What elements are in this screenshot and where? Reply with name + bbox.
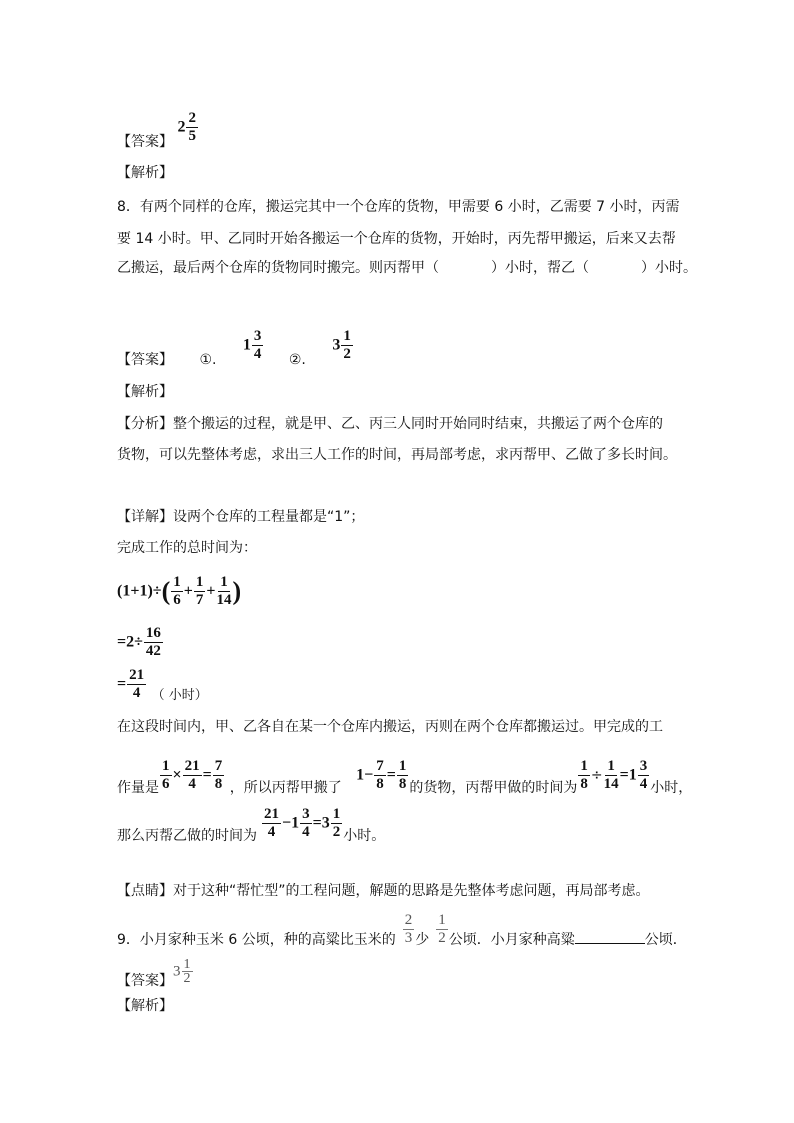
denominator: 8 xyxy=(398,776,407,792)
math: =1 xyxy=(619,766,637,784)
q7-answer xyxy=(117,110,199,150)
para-1: 在这段时间内，甲、乙各自在某一个仓库内搬运，丙则在两个仓库都搬运过。甲完成的工 xyxy=(117,719,663,735)
fraction xyxy=(300,806,312,841)
denominator: 3 xyxy=(404,930,413,946)
text: 的货物，丙帮甲做的时间为 xyxy=(409,779,578,796)
fraction xyxy=(403,912,415,947)
mixed-whole: 3 xyxy=(332,336,341,354)
fraction xyxy=(182,958,193,985)
q8-line-1: 8．有两个同样的仓库，搬运完其中一个仓库的货物，甲需要 6 小时，乙需要 7 小时，丙需 xyxy=(117,199,680,215)
paren: ) xyxy=(232,576,242,606)
numerator: 3 xyxy=(639,758,648,774)
text: 那么丙帮乙做的时间为 xyxy=(117,827,257,844)
fraction xyxy=(160,758,172,793)
numerator: 16 xyxy=(145,625,161,641)
numerator: 1 xyxy=(220,574,228,590)
answer-marker-1: ①. xyxy=(199,351,217,368)
numerator: 1 xyxy=(607,758,615,774)
answer-label: 【答案】 xyxy=(117,351,173,368)
numerator: 21 xyxy=(129,667,145,683)
text: 公顷．小月家种高粱 xyxy=(448,931,575,948)
q7-analysis-label: 【解析】 xyxy=(117,165,173,181)
math: = xyxy=(202,766,212,784)
numerator: 1 xyxy=(162,758,170,774)
numerator: 1 xyxy=(173,574,181,590)
numerator: 1 xyxy=(183,957,191,972)
fraction xyxy=(262,806,281,841)
equation-1 xyxy=(117,574,241,609)
fraction xyxy=(144,625,163,660)
denominator: 2 xyxy=(183,971,191,986)
denominator: 8 xyxy=(376,776,384,792)
math: =3 xyxy=(312,814,330,832)
q9-question xyxy=(117,912,687,947)
numerator: 1 xyxy=(580,758,588,774)
text: ）小时，帮乙（ xyxy=(491,260,589,276)
fenxi-line-1: 【分析】整个搬运的过程，就是甲、乙、丙三人同时开始同时结束，共搬运了两个仓库的 xyxy=(117,416,663,432)
q8-analysis-label: 【解析】 xyxy=(117,384,173,400)
fraction xyxy=(604,758,619,793)
text: 少 xyxy=(415,931,430,948)
numerator: 1 xyxy=(195,574,204,590)
fraction xyxy=(186,110,198,145)
fraction xyxy=(374,758,386,793)
text: ，所以丙帮甲搬了 xyxy=(229,779,342,796)
fraction xyxy=(436,912,448,947)
denominator: 8 xyxy=(580,776,588,792)
denominator: 2 xyxy=(332,824,341,840)
denominator: 2 xyxy=(438,930,446,946)
numerator: 21 xyxy=(184,758,200,774)
fraction xyxy=(216,574,231,609)
paren: ( xyxy=(161,576,171,606)
math: =2÷ xyxy=(117,633,143,651)
denominator: 4 xyxy=(253,346,262,362)
numerator: 7 xyxy=(214,758,223,774)
equation-2 xyxy=(117,625,164,660)
denominator: 5 xyxy=(188,128,196,144)
fraction xyxy=(331,806,343,841)
q8-line-3 xyxy=(117,259,697,277)
math: 1− xyxy=(356,766,374,784)
fraction xyxy=(171,574,183,609)
mixed-whole: 3 xyxy=(173,963,181,980)
fraction xyxy=(638,758,650,793)
math: + xyxy=(183,582,193,600)
answer-label: 【答案】 xyxy=(117,133,173,150)
fraction xyxy=(578,758,590,793)
q8-answer xyxy=(117,328,354,368)
fraction xyxy=(252,328,264,363)
unit: （ 小时） xyxy=(151,687,208,703)
q9-analysis-label: 【解析】 xyxy=(117,998,173,1014)
numerator: 1 xyxy=(332,806,341,822)
numerator: 3 xyxy=(253,328,262,344)
math: + xyxy=(206,582,216,600)
dianjing: 【点睛】对于这种“帮忙型”的工程问题，解题的思路是先整体考虑问题，再局部考虑。 xyxy=(117,883,650,899)
answer-label: 【答案】 xyxy=(117,972,173,989)
para-2 xyxy=(117,758,693,796)
numerator: 21 xyxy=(264,806,279,822)
numerator: 7 xyxy=(376,758,384,774)
text: 小时， xyxy=(650,779,693,796)
numerator: 2 xyxy=(404,912,413,928)
denominator: 4 xyxy=(267,824,276,840)
denominator: 6 xyxy=(162,776,170,792)
fraction xyxy=(397,758,409,793)
fenxi-line-2: 货物，可以先整体考虑，求出三人工作的时间，再局部考虑，求丙帮甲、乙做了多长时间。 xyxy=(117,447,677,463)
numerator: 1 xyxy=(438,912,446,928)
text: 公顷． xyxy=(644,931,687,948)
mixed-whole: 1 xyxy=(242,336,251,354)
denominator: 2 xyxy=(343,346,351,362)
math: = xyxy=(117,675,127,693)
q8-line-2: 要 14 小时。甲、乙同时开始各搬运一个仓库的货物，开始时，丙先帮甲搬运，后来又去帮 xyxy=(117,231,676,247)
fraction xyxy=(183,758,202,793)
math: = xyxy=(386,766,396,784)
text: 乙搬运，最后两个仓库的货物同时搬完。则丙帮甲（ xyxy=(117,260,439,276)
text: 9．小月家种玉米 6 公顷，种的高粱比玉米的 xyxy=(117,931,396,948)
xiangjie: 【详解】设两个仓库的工程量都是“1”； xyxy=(117,509,365,525)
math: × xyxy=(172,766,182,784)
denominator: 4 xyxy=(188,776,196,792)
denominator: 8 xyxy=(214,776,223,792)
math: −1 xyxy=(282,814,300,832)
denominator: 14 xyxy=(603,776,619,792)
denominator: 6 xyxy=(173,592,181,608)
denominator: 4 xyxy=(302,824,310,840)
numerator: 1 xyxy=(398,758,407,774)
fraction xyxy=(213,758,225,793)
denominator: 4 xyxy=(132,685,141,701)
fraction xyxy=(194,574,206,609)
numerator: 1 xyxy=(343,328,351,344)
text: 作量是 xyxy=(117,779,159,796)
answer-blank xyxy=(575,929,645,944)
para-3 xyxy=(117,806,386,844)
text: ）小时。 xyxy=(641,260,697,276)
fraction xyxy=(341,328,353,363)
fraction xyxy=(127,667,146,702)
answer-marker-2: ②. xyxy=(288,351,306,368)
q9-answer xyxy=(117,957,194,989)
denominator: 42 xyxy=(145,643,161,659)
denominator: 7 xyxy=(195,592,204,608)
numerator: 3 xyxy=(302,806,310,822)
equation-3 xyxy=(117,667,208,702)
text: 小时。 xyxy=(343,827,386,844)
total-time-label: 完成工作的总时间为： xyxy=(117,540,257,556)
numerator: 2 xyxy=(188,110,196,126)
math: ÷ xyxy=(590,767,603,784)
math: (1+1)÷ xyxy=(117,582,162,600)
denominator: 14 xyxy=(216,592,232,608)
denominator: 4 xyxy=(639,776,648,792)
mixed-whole: 2 xyxy=(177,118,186,136)
